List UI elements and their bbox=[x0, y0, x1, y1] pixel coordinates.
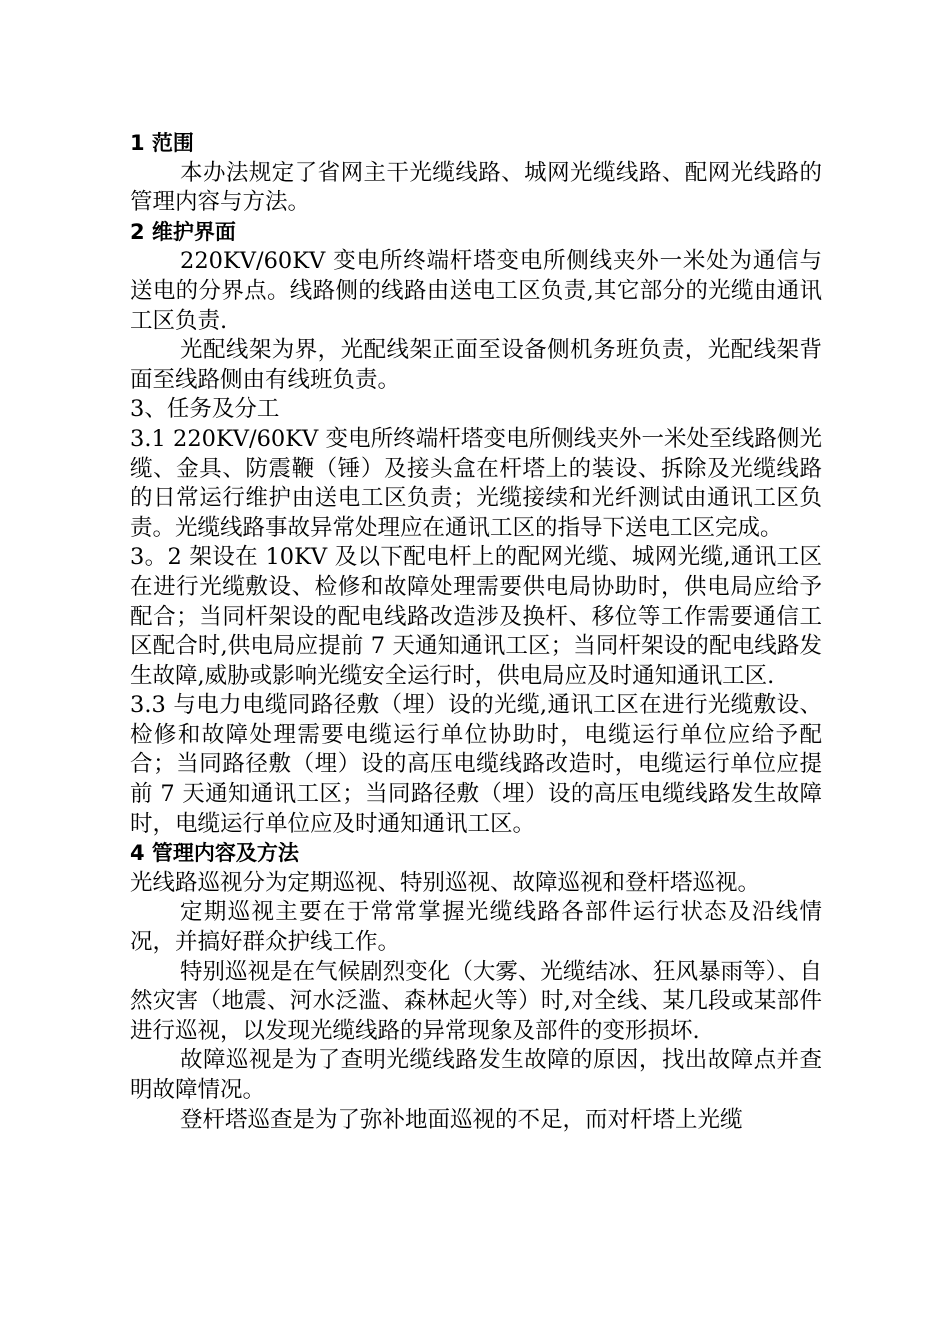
paragraph-fault-patrol: 故障巡视是为了查明光缆线路发生故障的原因，找出故障点并查明故障情况。 bbox=[130, 1047, 822, 1103]
section-heading-scope: 1 范围 bbox=[130, 131, 194, 155]
section-heading-tasks: 3、任务及分工 bbox=[130, 396, 280, 423]
paragraph-scope: 本办法规定了省网主干光缆线路、城网光缆线路、配网光线路的管理内容与方法。 bbox=[130, 159, 822, 216]
paragraph-task-3-1: 3.1 220KV/60KV 变电所终端杆塔变电所侧线夹外一米处至线路侧光缆、金具、防震鞭（锤）及接头盒在杆塔上的装设、拆除及光缆线路的日常运行维护由送电工区负责；光缆接续和光纤测试由通讯工区负责。光缆线路事故异常处理应在通讯工区的指导下送电工区完成。 bbox=[130, 425, 822, 541]
section-heading-maintenance-interface: 2 维护界面 bbox=[130, 219, 236, 244]
paragraph-special-patrol: 特别巡视是在气候剧烈变化（大雾、光缆结冰、狂风暴雨等）、自然灾害（地震、河水泛滥、森林起火等）时,对全线、某几段或某部件进行巡视，以发现光缆线路的异常现象及部件的变形损坏. bbox=[130, 958, 822, 1044]
paragraph-task-3-3: 3.3 与电力电缆同路径敷（埋）设的光缆,通讯工区在进行光缆敷设、检修和故障处理需要电缆运行单位协助时，电缆运行单位应给予配合；当同路径敷（埋）设的高压电缆线路改造时，电缆运行单位应提前 7 天通知通讯工区；当同路径敷（埋）设的高压电缆线路发生故障时，电缆运行单位应及时通知通讯工区。 bbox=[130, 692, 822, 837]
paragraph-task-3-2: 3。2 架设在 10KV 及以下配电杆上的配网光缆、城网光缆,通讯工区在进行光缆敷设、检修和故障处理需要供电局协助时，供电局应给予配合；当同杆架设的配电线路改造涉及换杆、移位等工作需要通信工区配合时,供电局应提前 7 天通知通讯工区；当同杆架设的配电线路发生故障,威胁或影响光缆安全运行时，供电局应及时通知通讯工区. bbox=[130, 544, 822, 689]
paragraph-distribution-frame: 光配线架为界，光配线架正面至设备侧机务班负责，光配线架背面至线路侧由有线班负责。 bbox=[130, 337, 822, 393]
document-page bbox=[130, 129, 822, 1135]
section-heading-management: 4 管理内容及方法 bbox=[130, 841, 299, 866]
paragraph-periodic-patrol: 定期巡视主要在于常常掌握光缆线路各部件运行状态及沿线情况，并搞好群众护线工作。 bbox=[130, 899, 822, 956]
paragraph-demarcation-point: 220KV/60KV 变电所终端杆塔变电所侧线夹外一米处为通信与送电的分界点。线路侧的线路由送电工区负责,其它部分的光缆由通讯工区负责. bbox=[130, 248, 822, 334]
paragraph-patrol-types: 光线路巡视分为定期巡视、特别巡视、故障巡视和登杆塔巡视。 bbox=[130, 869, 761, 896]
paragraph-tower-patrol: 登杆塔巡查是为了弥补地面巡视的不足，而对杆塔上光缆 bbox=[180, 1106, 743, 1133]
